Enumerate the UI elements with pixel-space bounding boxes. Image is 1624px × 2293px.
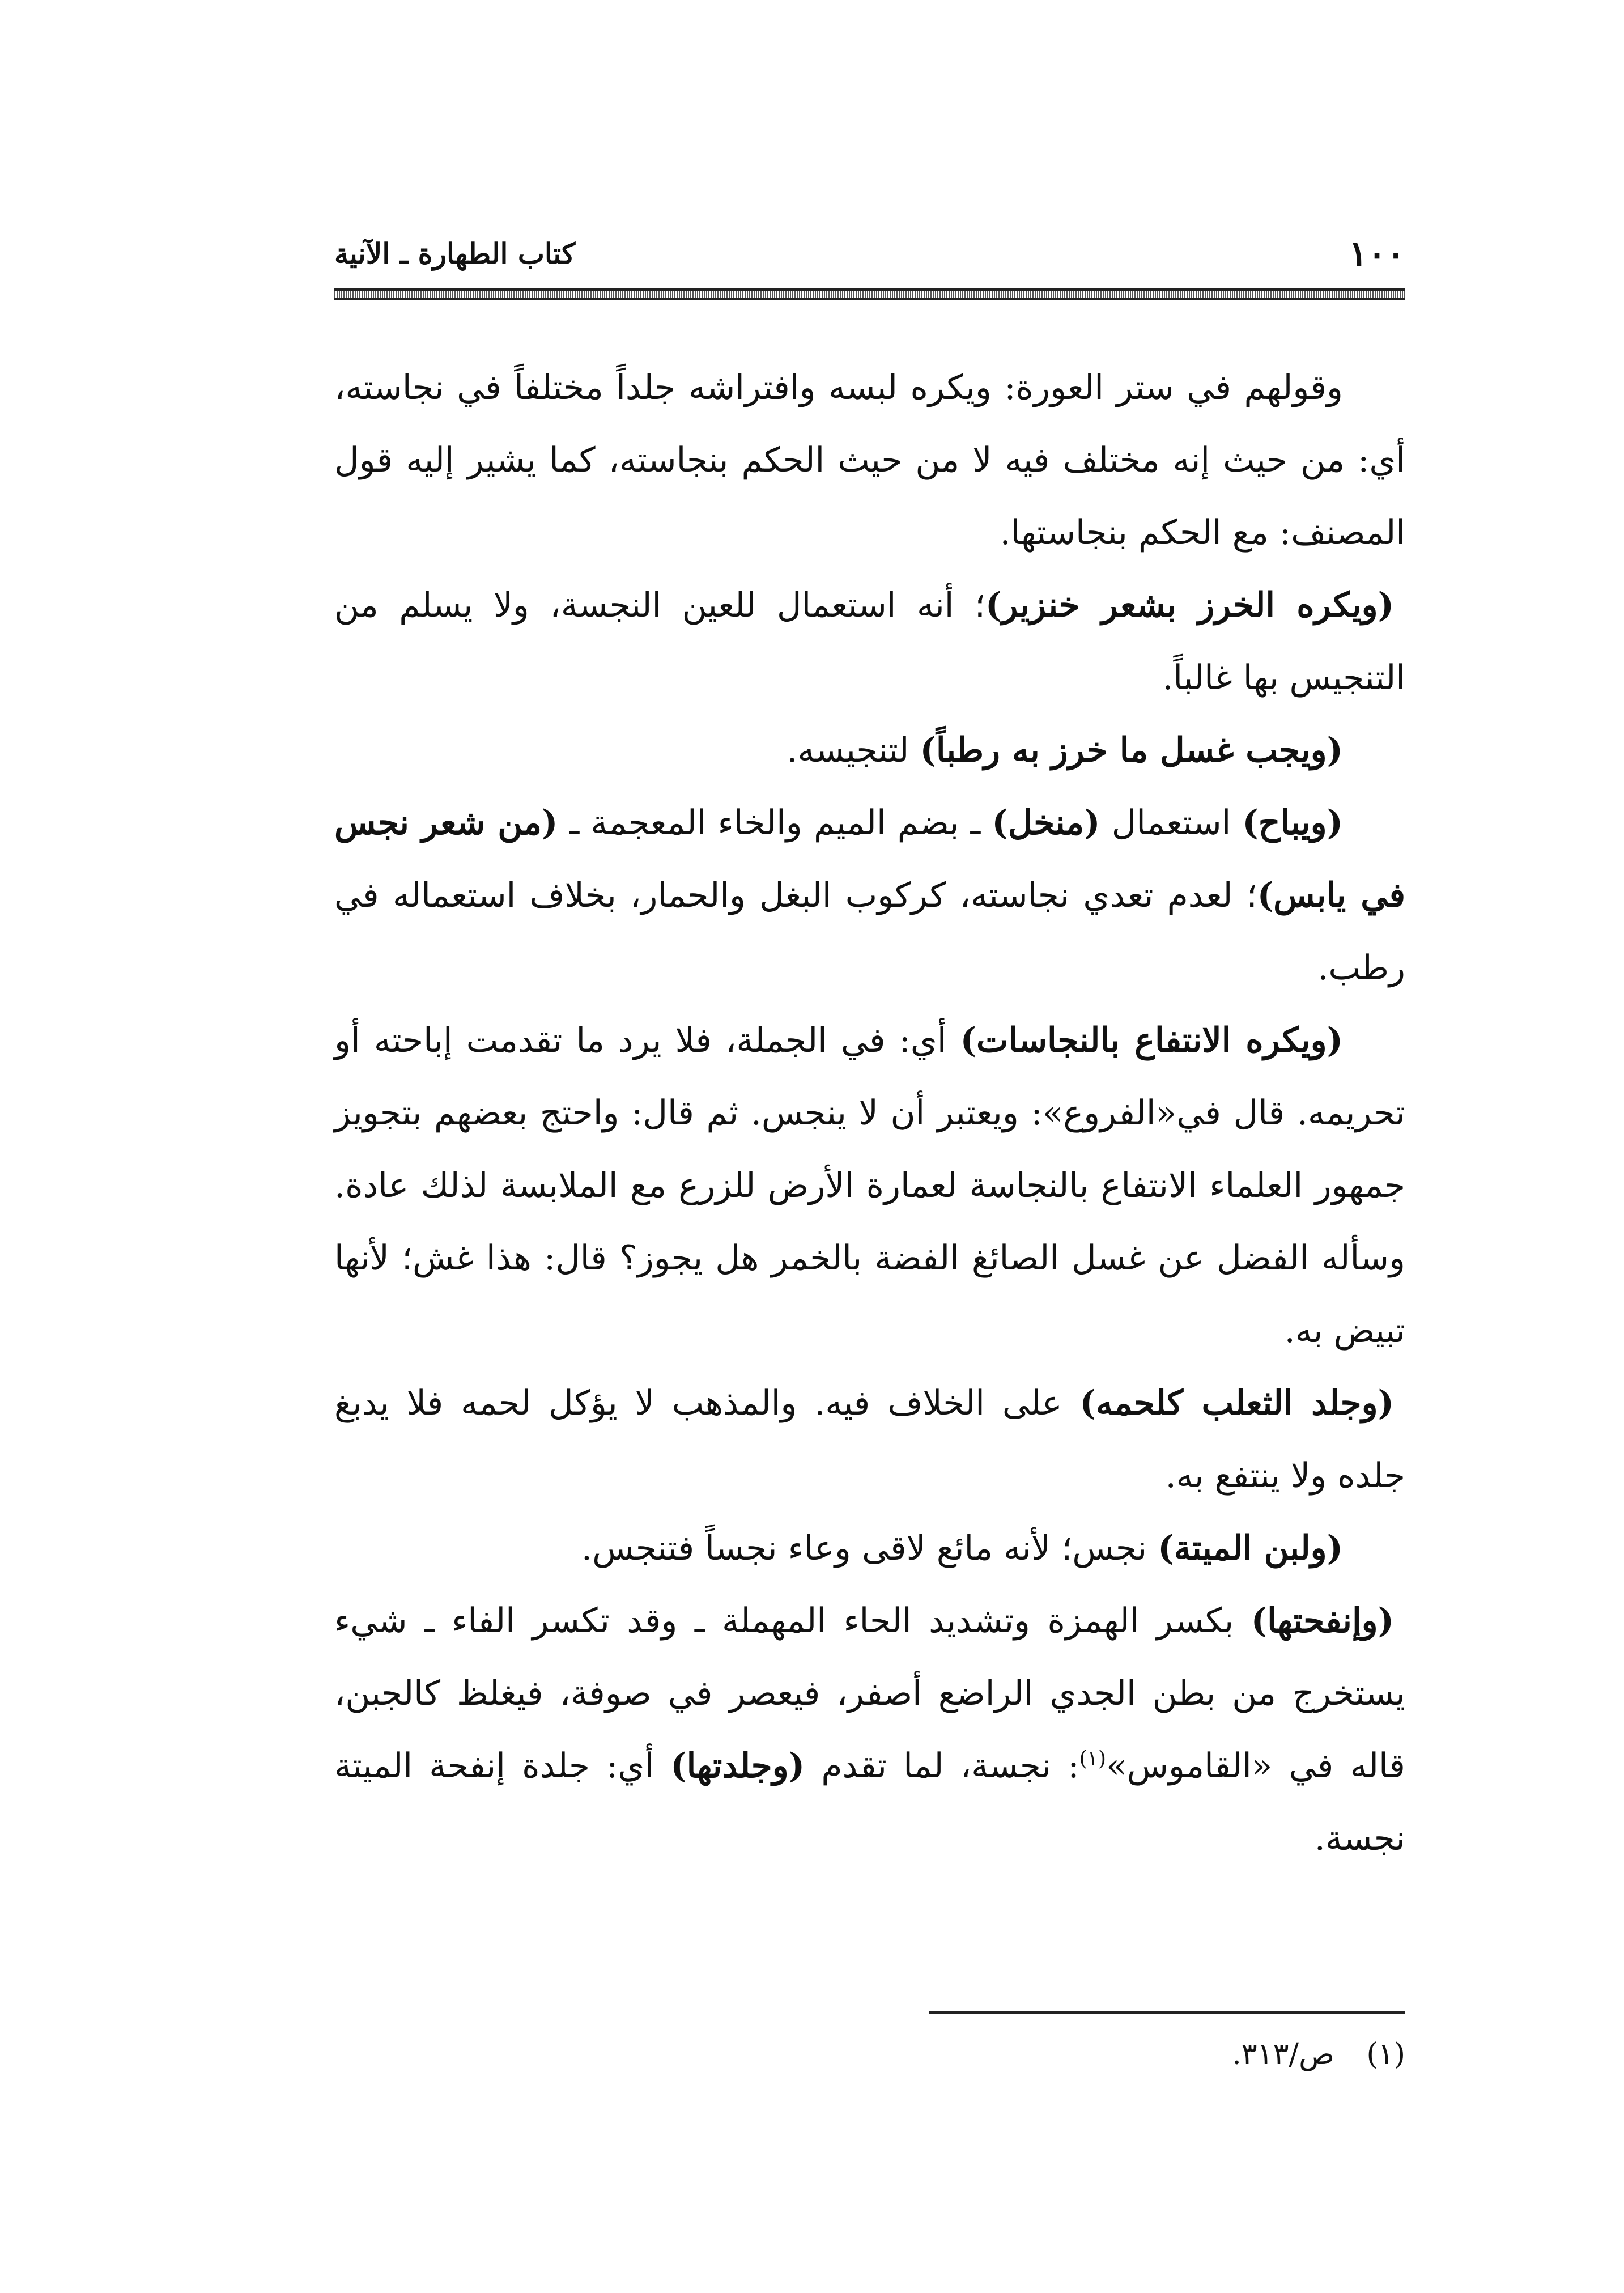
text-run: ـ بضم الميم والخاء المعجمة ـ bbox=[558, 803, 992, 843]
bold-term: (منخل) bbox=[992, 803, 1100, 843]
text-run: ؛ أنه استعمال للعين النجسة، ولا يسلم من التنجيس بها غالباً. bbox=[334, 585, 1405, 698]
body-text bbox=[334, 351, 1405, 1875]
bold-term: (ولبن الميتة) bbox=[1158, 1528, 1343, 1568]
text-run: أي: في الجملة، فلا يرد ما تقدمت إباحته أو تحريمه. قال في«الفروع»: ويعتبر أن لا ينجس. ثم قال: واحتج بعضهم بتجويز جمهور العلماء الانتفاع بالنجاسة لعمارة الأرض للزرع مع الملابسة لذلك عادة. وسأله الفضل عن غسل الصائغ الفضة بالخمر هل يجوز؟ قال: هذا غش؛ لأنها تبيض به. bbox=[334, 1021, 1405, 1351]
paragraph bbox=[334, 1367, 1405, 1512]
page-number: ١٠٠ bbox=[1349, 233, 1405, 274]
paragraph bbox=[334, 569, 1405, 714]
footnote-text: ص/٣١٣. bbox=[1232, 2037, 1334, 2071]
bold-term: (ويباح) bbox=[1242, 803, 1343, 843]
bold-term: (وجلدتها) bbox=[670, 1746, 805, 1786]
text-run: استعمال bbox=[1100, 803, 1243, 843]
header-divider bbox=[334, 288, 1405, 300]
bold-term: (وإنفحتها) bbox=[1251, 1601, 1394, 1641]
text-run: نجس؛ لأنه مائع لاقى وعاء نجساً فتنجس. bbox=[581, 1528, 1158, 1568]
text-run: على الخلاف فيه. والمذهب لا يؤكل لحمه فلا يدبغ جلده ولا ينتفع به. bbox=[334, 1383, 1405, 1496]
footnote-ref: (١) bbox=[1079, 1747, 1107, 1770]
paragraph bbox=[334, 787, 1405, 1004]
paragraph bbox=[334, 351, 1405, 569]
bold-term: (ويكره الخرز بشعر خنزير) bbox=[985, 585, 1394, 625]
text-run: أي: جلدة إنفحة الميتة نجسة. bbox=[334, 1746, 1405, 1858]
paragraph bbox=[334, 714, 1405, 787]
bold-term: (وجلد الثعلب كلحمه) bbox=[1079, 1383, 1394, 1423]
paragraph bbox=[334, 1585, 1405, 1875]
paragraph bbox=[334, 1512, 1405, 1585]
running-header bbox=[334, 231, 1405, 277]
bold-term: (ويكره الانتفاع بالنجاسات) bbox=[960, 1021, 1343, 1060]
paragraph bbox=[334, 1004, 1405, 1367]
text-run: : نجسة، لما تقدم bbox=[805, 1746, 1079, 1786]
footnote bbox=[334, 2032, 1405, 2077]
footnote-divider bbox=[929, 2011, 1405, 2014]
running-title: كتاب الطهارة ـ الآنية bbox=[334, 237, 576, 270]
footnote-number: (١) bbox=[1366, 2037, 1405, 2071]
text-run: لتنجيسه. bbox=[787, 731, 920, 770]
text-run: بكسر الهمزة وتشديد الحاء المهملة ـ وقد تكسر الفاء ـ شيء يستخرج من بطن الجدي الراضع أصفر، فيعصر في صوفة، فيغلظ كالجبن، قاله في «القاموس» bbox=[334, 1601, 1405, 1786]
bold-term: (من شعر نجس في يابس) bbox=[334, 803, 1405, 915]
bold-term: (ويجب غسل ما خرز به رطباً) bbox=[920, 731, 1343, 770]
text-run: وقولهم في ستر العورة: ويكره لبسه وافتراشه جلداً مختلفاً في نجاسته، أي: من حيث إنه مختلف فيه لا من حيث الحكم بنجاسته، كما يشير إليه قول المصنف: مع الحكم بنجاستها. bbox=[334, 368, 1405, 553]
text-run: ؛ لعدم تعدي نجاسته، كركوب البغل والحمار، بخلاف استعماله في رطب. bbox=[334, 876, 1405, 988]
